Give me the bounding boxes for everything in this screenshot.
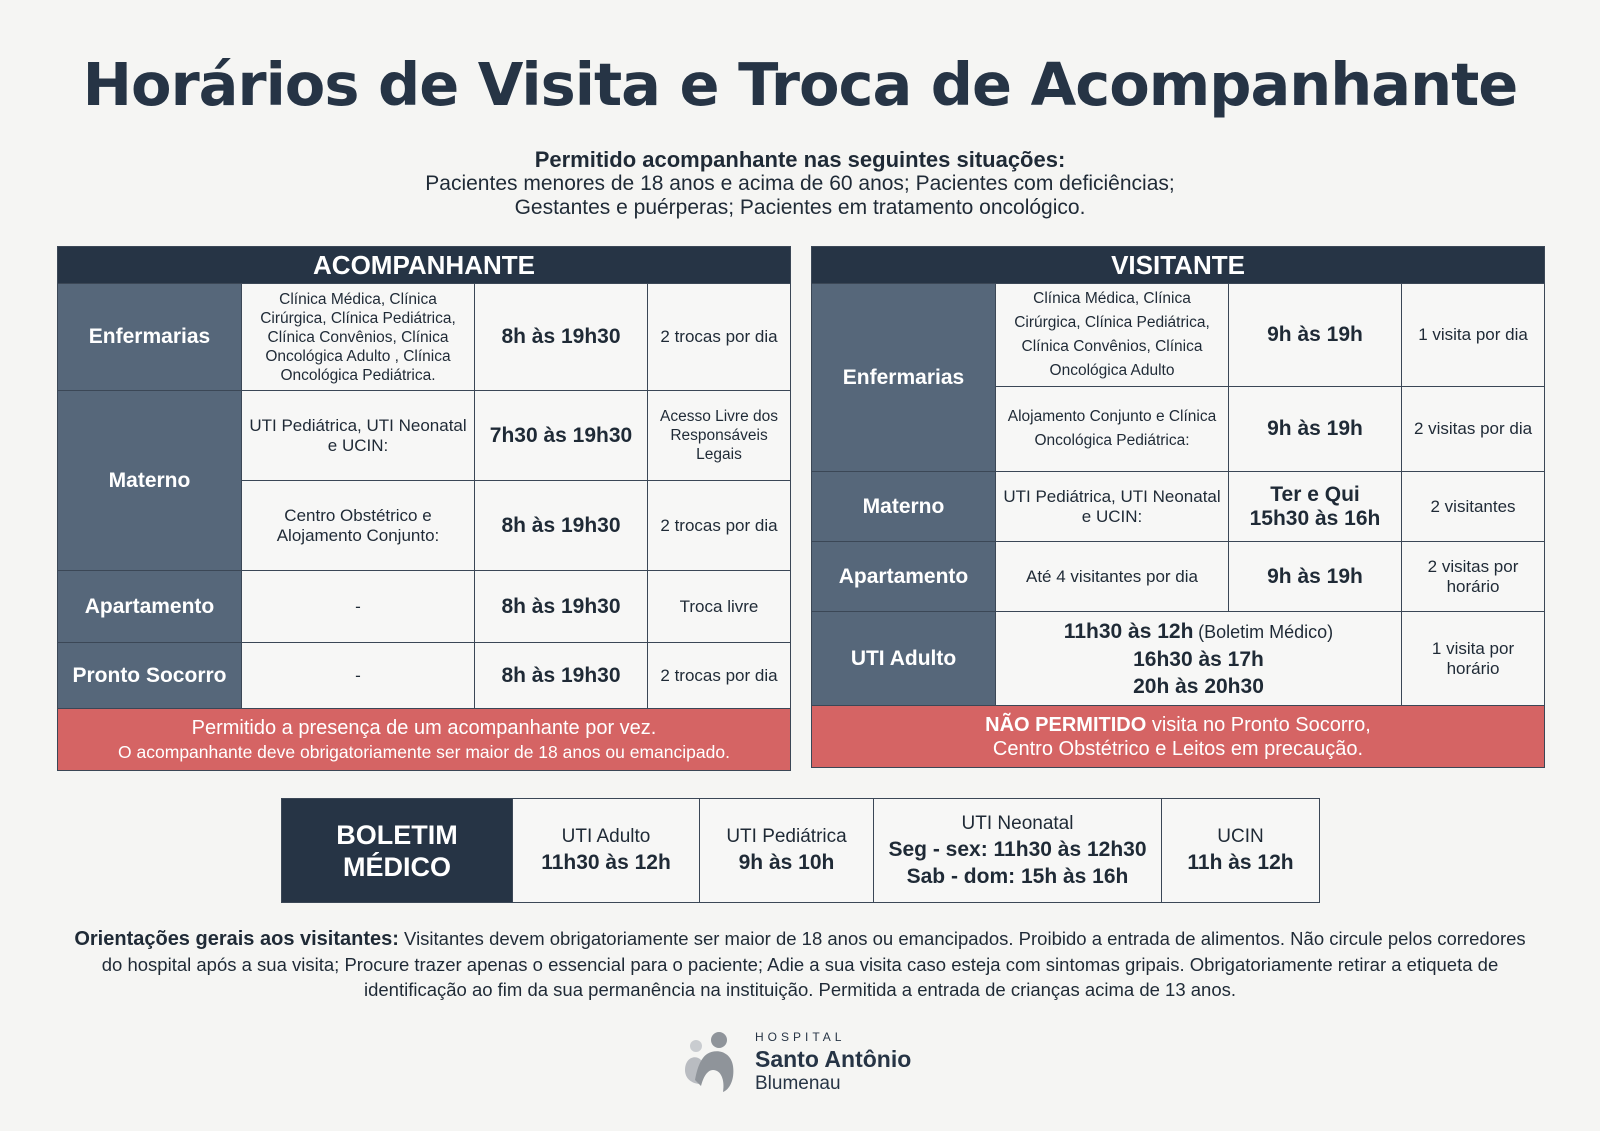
hospital-logo-text xyxy=(755,1030,911,1095)
visitante-note xyxy=(812,706,1545,768)
acomp-enfermarias-units: Clínica Médica, Clínica Cirúrgica, Clínica Pediátrica, Clínica Convênios, Clínica Oncológica Adulto , Clínica Oncológica Pediátrica. xyxy=(242,284,475,391)
acomp-materno-label: Materno xyxy=(58,391,242,571)
logo-kicker: HOSPITAL xyxy=(755,1030,846,1044)
acomp-pronto-socorro-label: Pronto Socorro xyxy=(58,643,242,709)
acomp-materno-time-1: 7h30 às 19h30 xyxy=(475,391,648,481)
boletim-time: Seg - sex: 11h30 às 12h30 xyxy=(888,837,1147,861)
boletim-time: 11h às 12h xyxy=(1187,851,1294,874)
acomp-enfermarias-rule: 2 trocas por dia xyxy=(648,284,791,391)
boletim-time: 9h às 10h xyxy=(738,851,835,874)
visit-enfermarias-time-2: 9h às 19h xyxy=(1229,387,1402,472)
visit-apartamento-time: 9h às 19h xyxy=(1229,542,1402,612)
acompanhante-table xyxy=(57,246,791,771)
hospital-logo-icon xyxy=(681,1030,747,1096)
boletim-unit: UTI Neonatal xyxy=(961,812,1074,834)
visit-uti-adulto-time-1-note: (Boletim Médico) xyxy=(1198,621,1334,642)
page-title: Horários de Visita e Troca de Acompanhante xyxy=(82,50,1518,119)
visit-uti-adulto-time-2: 16h30 às 17h xyxy=(1133,647,1264,671)
acompanhante-header: ACOMPANHANTE xyxy=(58,247,791,284)
visit-materno-days: Ter e Qui xyxy=(1270,482,1360,506)
visit-enfermarias-units-2: Alojamento Conjunto e Clínica Oncológica Pediátrica: xyxy=(996,387,1229,472)
visit-materno-time xyxy=(1229,472,1402,542)
boletim-item xyxy=(874,799,1162,903)
intro-heading: Permitido acompanhante nas seguintes situações: xyxy=(534,147,1066,172)
boletim-item xyxy=(700,799,874,903)
visit-enfermarias-rule-1: 1 visita por dia xyxy=(1402,284,1545,387)
visit-enfermarias-units-1: Clínica Médica, Clínica Cirúrgica, Clínica Pediátrica, Clínica Convênios, Clínica Oncológica Adulto xyxy=(996,284,1229,387)
acomp-apartamento-time: 8h às 19h30 xyxy=(475,571,648,643)
visitante-note-rest: visita no Pronto Socorro, xyxy=(1146,713,1371,736)
logo-name: Santo Antônio xyxy=(755,1046,912,1072)
acompanhante-note xyxy=(58,709,791,771)
acomp-materno-time-2: 8h às 19h30 xyxy=(475,481,648,571)
visit-materno-units: UTI Pediátrica, UTI Neonatal e UCIN: xyxy=(996,472,1229,542)
orientacoes xyxy=(70,926,1530,1002)
visit-apartamento-label: Apartamento xyxy=(812,542,996,612)
visit-enfermarias-time-1: 9h às 19h xyxy=(1229,284,1402,387)
boletim-heading xyxy=(282,799,513,903)
boletim-heading-line-1: BOLETIM xyxy=(336,819,458,850)
visit-enfermarias-rule-2: 2 visitas por dia xyxy=(1402,387,1545,472)
boletim-unit: UTI Pediátrica xyxy=(726,826,847,847)
intro-line-1: Pacientes menores de 18 anos e acima de 60 anos; Pacientes com deficiências; xyxy=(425,172,1175,195)
boletim-medico-table xyxy=(281,798,1320,903)
visitante-table xyxy=(811,246,1545,768)
visit-uti-adulto-rule: 1 visita por horário xyxy=(1402,612,1545,706)
acompanhante-note-line-1: Permitido a presença de um acompanhante por vez. xyxy=(191,716,657,739)
visitante-note-bold: NÃO PERMITIDO xyxy=(985,713,1147,736)
orientacoes-heading: Orientações gerais aos visitantes: xyxy=(74,928,399,950)
boletim-item xyxy=(1162,799,1320,903)
acomp-enfermarias-time: 8h às 19h30 xyxy=(475,284,648,391)
acomp-materno-rule-1: Acesso Livre dos Responsáveis Legais xyxy=(648,391,791,481)
acomp-apartamento-rule: Troca livre xyxy=(648,571,791,643)
boletim-unit: UTI Adulto xyxy=(561,826,651,847)
visit-enfermarias-label: Enfermarias xyxy=(812,284,996,472)
boletim-time: 11h30 às 12h xyxy=(541,851,671,874)
visit-materno-hours: 15h30 às 16h xyxy=(1249,506,1381,530)
visit-materno-rule: 2 visitantes xyxy=(1402,472,1545,542)
acompanhante-note-line-2: O acompanhante deve obrigatoriamente ser maior de 18 anos ou emancipado. xyxy=(118,741,730,762)
visit-apartamento-units: Até 4 visitantes por dia xyxy=(996,542,1229,612)
visitante-header: VISITANTE xyxy=(812,247,1545,284)
logo-city: Blumenau xyxy=(755,1073,841,1094)
intro xyxy=(0,148,1600,220)
visit-uti-adulto-time-1: 11h30 às 12h xyxy=(1063,619,1194,643)
boletim-time-2: Sab - dom: 15h às 16h xyxy=(906,864,1129,888)
orientacoes-text: Visitantes devem obrigatoriamente ser maior de 18 anos ou emancipados. Proibido a entrada de alimentos. Não circule pelos corredores do hospital após a sua visita; Procure trazer apenas o essencial para o paciente; Adie a sua visita caso esteja com sintomas gripais. Obrigatoriamente retirar a etiqueta de identificação ao fim da sua permanência na instituição. Permitida a entrada de crianças acima de 13 anos. xyxy=(101,928,1526,1000)
visit-uti-adulto-times xyxy=(996,612,1402,706)
boletim-item xyxy=(513,799,700,903)
visit-uti-adulto-label: UTI Adulto xyxy=(812,612,996,706)
acomp-apartamento-units: - xyxy=(242,571,475,643)
acomp-enfermarias-label: Enfermarias xyxy=(58,284,242,391)
intro-line-2: Gestantes e puérperas; Pacientes em tratamento oncológico. xyxy=(514,196,1086,219)
boletim-unit: UCIN xyxy=(1217,826,1264,847)
acomp-pronto-socorro-time: 8h às 19h30 xyxy=(475,643,648,709)
acomp-apartamento-label: Apartamento xyxy=(58,571,242,643)
acomp-materno-units-2: Centro Obstétrico e Alojamento Conjunto: xyxy=(242,481,475,571)
visit-uti-adulto-time-3: 20h às 20h30 xyxy=(1133,674,1264,698)
hospital-logo xyxy=(681,1030,921,1100)
visit-materno-label: Materno xyxy=(812,472,996,542)
acomp-pronto-socorro-units: - xyxy=(242,643,475,709)
visit-apartamento-rule: 2 visitas por horário xyxy=(1402,542,1545,612)
boletim-heading-line-2: MÉDICO xyxy=(343,851,451,882)
acomp-pronto-socorro-rule: 2 trocas por dia xyxy=(648,643,791,709)
acomp-materno-rule-2: 2 trocas por dia xyxy=(648,481,791,571)
acomp-materno-units-1: UTI Pediátrica, UTI Neonatal e UCIN: xyxy=(242,391,475,481)
visitante-note-line-2: Centro Obstétrico e Leitos em precaução. xyxy=(992,737,1364,760)
